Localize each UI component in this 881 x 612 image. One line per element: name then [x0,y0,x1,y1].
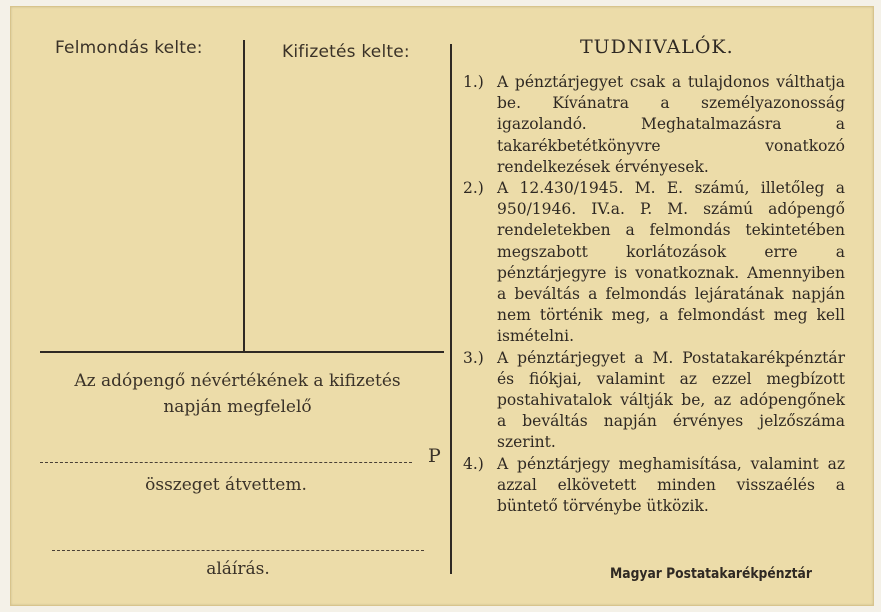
notice-item-3 [463,348,845,454]
notice-item-text: A pénztárjegy meghamisítása, valamint az azzal elkövetett minden visszaélés a büntető törvénybe ütközik. [497,454,845,516]
currency-mark: P [428,445,441,467]
notice-item-number: 4.) [463,454,484,473]
notice-item-number: 1.) [463,73,484,91]
notice-item-text: A pénztárjegyet a M. Postatakarékpénztár és fiókjai, valamint az ezzel megbízott postahivatalok váltják be, az adópengőnek a beváltás napján érvényes jelzőszáma szerint. [497,348,845,452]
left-divider-horizontal [40,351,444,353]
received-label: összeget átvettem. [145,475,307,495]
notice-item-1 [463,72,845,178]
amount-line [40,462,412,463]
signature-line [52,550,424,551]
statement-line-1: Az adópengő névértékének a kifizetés [74,371,401,391]
signature-label: aláírás. [206,559,270,579]
notice-item-2 [463,178,845,348]
notice-item-number: 3.) [463,348,484,367]
notice-item-4 [463,454,845,518]
cancel-date-label: Felmondás kelte: [55,38,203,58]
main-divider-vertical [450,44,452,574]
left-divider-vertical [243,40,245,352]
notice-item-text: A 12.430/1945. M. E. számú, illetőleg a 950/1946. IV.a. P. M. számú adópengő rendeletekben a felmondás tekintetében megszabott korlátozások erre a pénztárjegyre is vonatkoznak. Amennyiben a beváltás a felmondás lejáratának napján nem történik meg, a felmondást meg kell ismételni. [497,179,845,346]
notice-title: TUDNIVALÓK. [580,36,734,58]
notice-item-number: 2.) [463,179,484,198]
issuer-name: Magyar Postatakarékpénztár [610,566,812,582]
notice-item-text: A pénztárjegyet csak a tulajdonos válthatja be. Kívánatra a személyazonosság igazolandó. Meghatalmazásra a takarékbetétkönyvre vonatkozó rendelkezések érvényesek. [497,73,845,176]
notice-list [463,72,845,517]
statement-line-2: napján megfelelő [163,397,312,417]
payout-date-label: Kifizetés kelte: [282,42,410,62]
